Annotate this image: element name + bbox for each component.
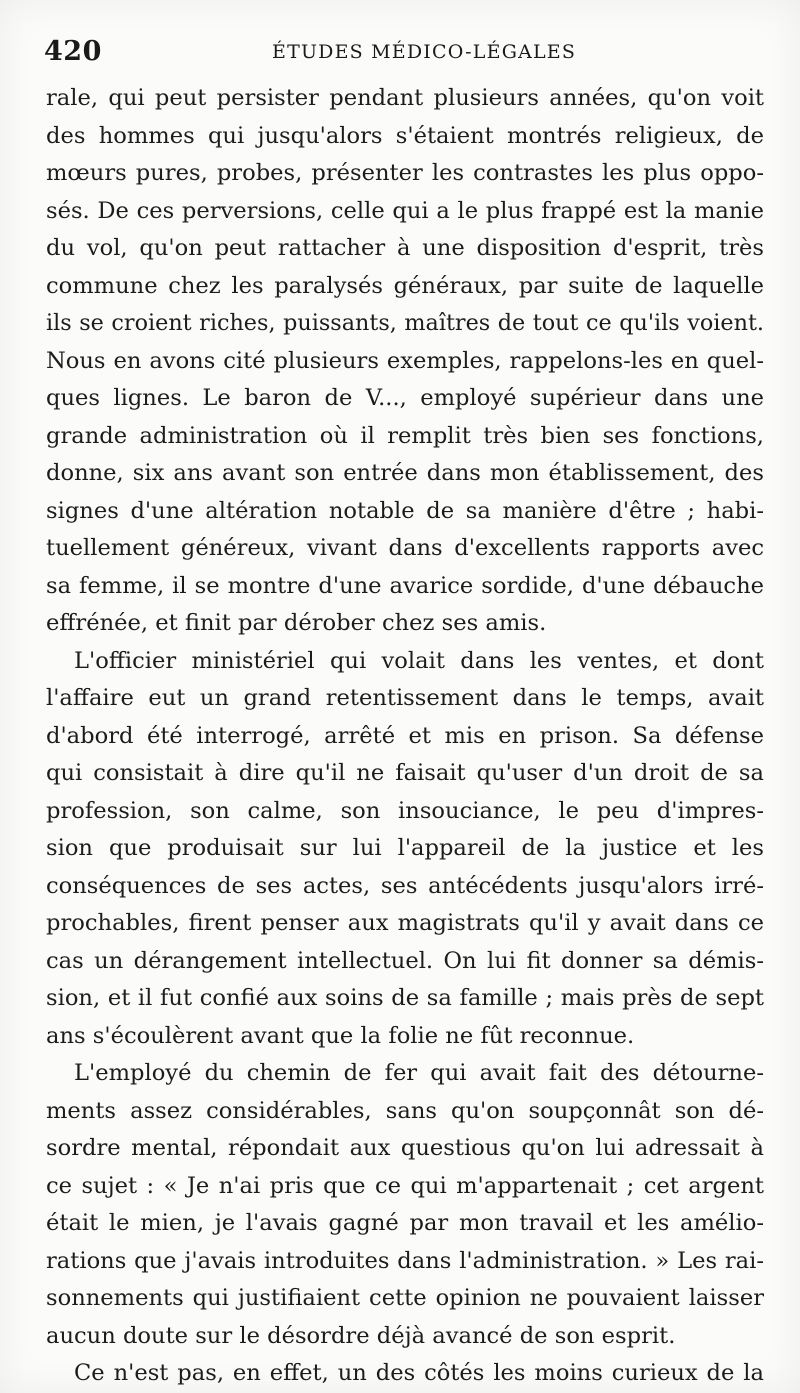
text-line: mœurs pures, probes, présenter les contrastes les plus oppo- <box>46 160 764 186</box>
text-line: Nous en avons cité plusieurs exemples, rappelons-les en quel- <box>46 347 764 374</box>
text-line: sonnements qui justifiaient cette opinion ne pouvaient laisser <box>46 1285 764 1311</box>
text-line: qui consistait à dire qu'il ne faisait qu'user d'un droit de sa <box>46 760 764 786</box>
text-line: sés. De ces perversions, celle qui a le plus frappé est la manie <box>46 197 764 224</box>
text-line: ils se croient riches, puissants, maîtres de tout ce qu'ils voient. <box>46 310 764 336</box>
text-line: sa femme, il se montre d'une avarice sordide, d'une débauche <box>46 572 764 599</box>
text-line: donne, six ans avant son entrée dans mon établissement, des <box>46 460 764 486</box>
text-line: ments assez considérables, sans qu'on soupçonnât son dé- <box>46 1097 764 1124</box>
text-line: ques lignes. Le baron de V..., employé supérieur dans une <box>46 385 764 411</box>
text-line: effrénée, et finit par dérober chez ses amis. <box>46 610 547 636</box>
text-line: était le mien, je l'avais gagné par mon travail et les amélio- <box>46 1210 764 1236</box>
text-line: ans s'écoulèrent avant que la folie ne fût reconnue. <box>46 1022 635 1049</box>
text-line: des hommes qui jusqu'alors s'étaient montrés religieux, de <box>46 122 764 149</box>
text-line: rale, qui peut persister pendant plusieurs années, qu'on voit <box>46 85 764 111</box>
text-line: ce sujet : « Je n'ai pris que ce qui m'appartenait ; cet argent <box>46 1172 764 1199</box>
text-line: prochables, firent penser aux magistrats qu'il y avait dans ce <box>46 910 764 936</box>
text-line: du vol, qu'on peut rattacher à une disposition d'esprit, très <box>46 235 764 261</box>
text-line: sion que produisait sur lui l'appareil de la justice et les <box>46 835 764 861</box>
text-line: signes d'une altération notable de sa manière d'être ; habi- <box>46 497 764 524</box>
text-line: profession, son calme, son insouciance, le peu d'impres- <box>46 797 764 824</box>
running-head: ÉTUDES MÉDICO-LÉGALES <box>272 41 577 63</box>
text-line: conséquences de ses actes, ses antécédents jusqu'alors irré- <box>46 872 764 899</box>
text-line: d'abord été interrogé, arrêté et mis en prison. Sa défense <box>46 722 764 749</box>
text-line: sordre mental, répondait aux questious qu'on lui adressait à <box>46 1135 764 1161</box>
body-text <box>46 80 764 1393</box>
text-line: commune chez les paralysés généraux, par suite de laquelle <box>46 272 764 299</box>
text-line: rations que j'avais introduites dans l'administration. » Les rai- <box>46 1247 764 1274</box>
text-line: aucun doute sur le désordre déjà avancé de son esprit. <box>46 1322 676 1349</box>
text-line: sion, et il fut confié aux soins de sa famille ; mais près de sept <box>46 985 764 1011</box>
text-line: L'employé du chemin de fer qui avait fait des détourne- <box>74 1060 764 1086</box>
text-line: L'officier ministériel qui volait dans les ventes, et dont <box>74 647 764 674</box>
text-line: l'affaire eut un grand retentissement dans le temps, avait <box>46 685 764 711</box>
text-line: cas un dérangement intellectuel. On lui fit donner sa démis- <box>46 947 764 974</box>
page-number: 420 <box>44 36 102 67</box>
page-header <box>44 36 764 70</box>
text-line: Ce n'est pas, en effet, un des côtés les moins curieux de la <box>74 1360 764 1386</box>
text-line: grande administration où il remplit très bien ses fonctions, <box>46 422 764 449</box>
text-line: tuellement généreux, vivant dans d'excellents rapports avec <box>46 535 764 561</box>
